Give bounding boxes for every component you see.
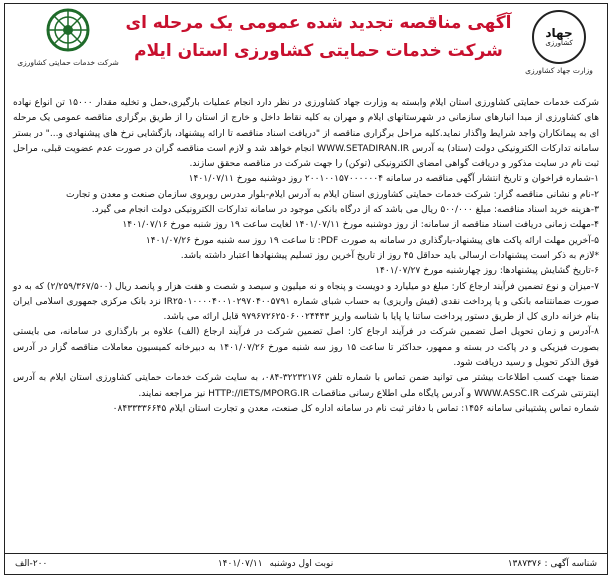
item-3: ۳-هزینه خرید اسناد مناقصه: مبلغ ۵۰۰/۰۰۰ ریال می باشد که از درگاه بانکی موجود در سامانه تدارکات الکترونیکی دولت انجام می گیرد. bbox=[91, 205, 599, 216]
ministry-caption: وزارت جهاد کشاورزی bbox=[525, 66, 593, 75]
ad-code-label: شناسه آگهی : bbox=[544, 559, 597, 569]
item-5: ۵-آخرین مهلت ارائه پاکت های پیشنهاد-بارگذاری در سامانه به صورت PDF: تا ساعت ۱۹ روز سه شنبه مورخ ۱۴۰۱/۰۷/۲۶ bbox=[145, 235, 599, 246]
item-2: ۲-نام و نشانی مناقصه گزار: شرکت خدمات حمایتی کشاورزی استان ایلام به آدرس ایلام-بلوار مدرس روبروی سازمان صنعت و معدن و تجارت bbox=[65, 189, 599, 200]
ad-titles bbox=[125, 10, 512, 66]
item-8: ۸-آدرس و زمان تحویل اصل تضمین شرکت در فرآیند ارجاع کار: اصل تضمین شرکت در فرآیند ارجاع (الف) علاوه بر بارگذاری در سامانه، می بایستی بصورت فیزیکی و در پاکت در بسته و ممهور، حداکثر تا ساعت ۱۵ روز سه شنبه مورخ ۱۴۰۱/۰۷/۲۶ به دبیرخانه کمیسیون معاملات مناقصه گزار در آدرس فوق الذکر تحویل و رسید دریافت شود. bbox=[13, 327, 599, 369]
contact-paragraph: ضمنا جهت کسب اطلاعات بیشتر می توانید ضمن تماس با شماره تلفن ۳۲۲۳۲۱۷۶-۰۸۴، به سایت شرکت خدمات حمایتی کشاورزی استان ایلام به آدرس اینترنتی شرکت WWW.ASSC.IR و آدرس پایگاه ملی اطلاع رسانی مناقصات HTTP://IETS/MPORG.IR نیز مراجعه نمایند. bbox=[13, 373, 599, 399]
ad-header bbox=[5, 4, 607, 92]
ad-body bbox=[13, 96, 599, 417]
item-4: ۴-مهلت زمانی دریافت اسناد مناقصه از سامانه: از روز دوشنبه مورخ ۱۴۰۱/۰۷/۱۱ لغایت ساعت ۱۹ روز شنبه مورخ ۱۴۰۱/۰۷/۱۶ bbox=[122, 220, 599, 231]
ad-code: ۱۳۸۷۳۷۶ bbox=[507, 559, 542, 569]
ad-subtitle: شرکت خدمات حمایتی کشاورزی استان ایلام bbox=[134, 41, 503, 61]
intro-paragraph: شرکت خدمات حمایتی کشاورزی استان ایلام وابسته به وزارت جهاد کشاورزی در نظر دارد انجام عملیات بارگیری،حمل و تخلیه مقدار ۱۵۰۰۰ تن انواع نهاده های کشاورزی از مبدا انبارهای سازمانی در شهرستانهای ایلام و مهران به کلیه نقاط داخل و خارج از استان را از طریق برگزاری مناقصه عمومی یک مرحله ای به پیمانکاران واجد شرایط واگذار نماید.کلیه مراحل برگزاری مناقصه از "دریافت اسناد مناقصه تا ارائه پیشنهاد، بازگشایی نرخ های پیشنهادی و..." در بستر سامانه تدارکات الکترونیکی دولت (ستاد) به آدرس WWW.SETADIRAN.IR انجام خواهد شد و لازم است مناقصه گران در صورت عدم عضویت قبلی، مراحل ثبت نام در سایت مذکور و دریافت گواهی امضای الکترونیکی (توکن) را جهت شرکت در مناقصه محقق سازند. bbox=[13, 98, 599, 170]
publish-group bbox=[57, 559, 497, 569]
tender-ad bbox=[4, 3, 608, 575]
item-7: ۷-میزان و نوع تضمین فرآیند ارجاع کار: مبلغ دو میلیارد و دویست و پنجاه و نه میلیون و سیصد و شصت و هفت هزار و پانصد ریال (۲/۲۵۹/۳۶۷/۵۰۰) که به دو صورت ضمانتنامه بانکی و یا پرداخت نقدی (فیش واریزی) به حساب شبای شماره IR۲۵۰۱۰۰۰۰۴۰۰۱۰۲۹۷۰۴۰۰۵۷۹۱ نزد بانک مرکزی جمهوری اسلامی ایران بنام خزانه داری کل از طریق دستور پرداخت ساتنا یا پایا با شناسه واریز ۹۷۹۶۷۲۶۲۵۰۶۰۰۲۴۴۴۳ قابل ارائه می باشد. bbox=[13, 281, 599, 323]
company-logo bbox=[13, 8, 123, 67]
seal-main-text: جهاد bbox=[545, 25, 573, 40]
item-1: ۱-شماره فراخوان و تاریخ انتشار آگهی مناقصه در سامانه ۲۰۰۱۰۰۱۵۷۰۰۰۰۰۰۴ روز دوشنبه مورخ ۱۴۰۱/۰۷/۱۱ bbox=[188, 174, 599, 185]
ad-footer bbox=[5, 553, 607, 574]
company-caption: شرکت خدمات حمایتی کشاورزی bbox=[17, 58, 119, 67]
note: *لازم به ذکر است پیشنهادات ارسالی باید حداقل ۴۵ روز از تاریخ آخرین روز تسلیم پیشنهادها اعتبار داشته باشد. bbox=[180, 250, 599, 261]
seal-sub-text: کشاورزی bbox=[545, 38, 573, 47]
ad-ref: ۲۰۰-الف bbox=[15, 559, 48, 569]
wheel-logo-icon bbox=[46, 8, 90, 52]
item-6: ۶-تاریخ گشایش پیشنهادها: روز چهارشنبه مورخ ۱۴۰۱/۰۷/۲۷ bbox=[375, 266, 599, 277]
ad-code-group bbox=[498, 559, 607, 569]
ad-title: آگهی مناقصه تجدید شده عمومی یک مرحله ای bbox=[125, 13, 512, 33]
publish-label: نوبت اول دوشنبه bbox=[269, 559, 334, 569]
ministry-seal-icon bbox=[532, 10, 586, 64]
publish-date: ۱۴۰۱/۰۷/۱۱ bbox=[217, 559, 263, 569]
ministry-logo bbox=[519, 10, 599, 75]
support-paragraph: شماره تماس پشتیبانی سامانه ۱۴۵۶: تماس با دفاتر ثبت نام در سامانه اداره کل صنعت، معدن و تجارت استان ایلام ۰۸۴۳۳۳۳۶۶۴۵ bbox=[112, 403, 599, 414]
